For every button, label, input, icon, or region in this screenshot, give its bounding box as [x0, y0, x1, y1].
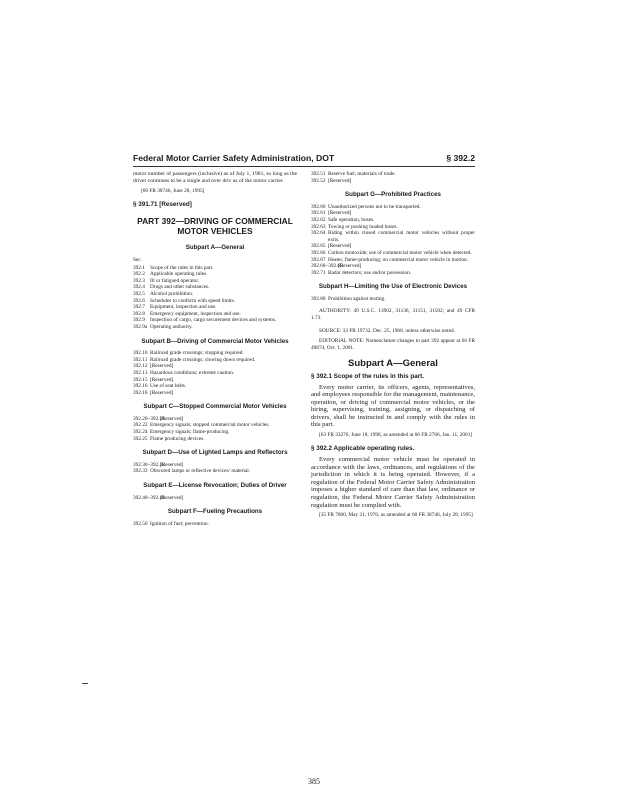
- subpart-f-toc: [133, 521, 297, 528]
- toc-entry: 392.9a Operating authority.: [133, 323, 193, 330]
- toc-entry: 392.50 Ignition of fuel; prevention.: [133, 520, 209, 527]
- header-section: § 392.2: [446, 153, 475, 163]
- section-392-1-text: Every motor carrier, its officers, agents, representatives, and employees responsible for the management, maintenance, operation, or driving of commercial motor vehicles, or the hiring, supervising, training, assigning, or dispatching of drivers, shall be instructed in and comply with the rules in this part.: [311, 383, 475, 429]
- toc-entry: 392.11 Railroad grade crossings; slowing down required.: [133, 356, 256, 363]
- header-rule: [133, 166, 475, 167]
- toc-entry: 392.7 Equipment, inspection and use.: [133, 304, 217, 311]
- source-note: SOURCE: 33 FR 19732, Dec. 25, 1968, unless otherwise noted.: [319, 327, 455, 334]
- toc-entry: 392.64 Riding within closed commercial motor vehicles without proper exits.: [311, 230, 475, 243]
- toc-entry: 392.67 Heater, flame-producing; on commercial motor vehicle in motion.: [311, 256, 468, 263]
- toc-entry: 392.4 Drugs and other substances.: [133, 284, 210, 291]
- subpart-d-toc: [133, 462, 297, 475]
- toc-entry: 392.65 [Reserved]: [311, 243, 352, 250]
- header-title: Federal Motor Carrier Safety Administration, DOT: [133, 153, 335, 163]
- toc-entry: 392.68–392.69 [Reserved]: [311, 263, 362, 270]
- toc-entry: 392.22 Emergency signals; stopped commercial motor vehicles.: [133, 422, 270, 429]
- continued-toc: [311, 171, 475, 184]
- toc-entry: 392.16 Use of seat belts.: [133, 383, 187, 390]
- subpart-a-general-heading: Subpart A—General: [348, 357, 438, 369]
- right-column: [311, 171, 475, 525]
- authority-note: AUTHORITY: 49 U.S.C. 13902, 31136, 31151, 31502; and 49 CFR 1.73.: [311, 307, 475, 321]
- section-392-2-title: § 392.2 Applicable operating rules.: [311, 445, 415, 453]
- toc-entry: 392.9 Inspection of cargo, cargo securement devices and systems.: [133, 317, 277, 324]
- carryover-source: [60 FR 38746, June 28, 1995]: [141, 188, 205, 194]
- toc-entry: 392.12 [Reserved]: [133, 363, 174, 370]
- section-392-2-source: [35 FR 7800, May 21, 1970, as amended at 60 FR 38746, July 28, 1995]: [319, 512, 473, 519]
- toc-entry: 392.63 Towing or pushing loaded buses.: [311, 223, 398, 230]
- subpart-g-toc: [311, 204, 475, 277]
- toc-entry: 392.33 Obscured lamps or reflective devices/ material.: [133, 468, 251, 475]
- subpart-h-heading: Subpart H—Limiting the Use of Electronic Devices: [318, 283, 468, 291]
- toc-entry: 392.20–392.21 [Reserved]: [133, 415, 184, 422]
- subpart-f-heading: Subpart F—Fueling Precautions: [167, 508, 263, 516]
- subpart-a-heading: Subpart A—General: [185, 244, 245, 251]
- toc-entry: 392.62 Safe operation, buses.: [311, 216, 375, 223]
- toc-entry: 392.13 Hazardous conditions; extreme caution.: [133, 369, 235, 376]
- toc-entry: 392.52 [Reserved]: [311, 177, 352, 184]
- toc-entry: 392.40–392.41 [Reserved]: [133, 494, 184, 501]
- subpart-a-toc: [133, 265, 297, 331]
- subpart-d-heading: Subpart D—Use of Lighted Lamps and Reflectors: [142, 449, 288, 457]
- carryover-text: motor number of passengers (inclusive) as of July 1, 1981, so long as the driver continues to be a single and over driv as of the motor carrier.: [133, 171, 297, 184]
- subpart-c-heading: Subpart C—Stopped Commercial Motor Vehicles: [143, 403, 287, 411]
- toc-entry: 392.66 Carbon monoxide; use of commercial motor vehicle when detected.: [311, 249, 472, 256]
- subpart-g-heading: Subpart G—Prohibited Practices: [345, 191, 441, 199]
- toc-entry: 392.10 Railroad grade crossings; stopping required.: [133, 350, 244, 357]
- toc-entry: 392.80 Prohibition against texting.: [311, 295, 386, 302]
- toc-entry: 392.24 Emergency signals; flame-producing.: [133, 429, 230, 436]
- subpart-e-toc: [133, 495, 297, 502]
- toc-entry: 392.30–392.32 [Reserved]: [133, 461, 184, 468]
- toc-entry: 392.2 Applicable operating rules.: [133, 271, 208, 278]
- toc-entry: 392.1 Scope of the rules in this part.: [133, 264, 214, 271]
- toc-entry: 392.71 Radar detectors; use and/or possession.: [311, 269, 412, 276]
- editorial-note: EDITORIAL NOTE: Nomenclature changes to part 392 appear at 66 FR 49874, Oct. 1, 2001.: [311, 337, 475, 351]
- running-header: [133, 153, 475, 165]
- toc-entry: 392.51 Reserve fuel; materials of trade.: [311, 171, 396, 177]
- toc-entry: 392.3 Ill or fatigued operator.: [133, 277, 200, 284]
- subpart-e-heading: Subpart E—License Revocation; Duties of Driver: [143, 482, 287, 490]
- toc-entry: 392.60 Unauthorized persons not to be transported.: [311, 203, 421, 210]
- toc-entry: 392.8 Emergency equipment, inspection and use.: [133, 310, 241, 317]
- left-column: [133, 171, 297, 527]
- part-title: PART 392—DRIVING OF COMMERCIAL MOTOR VEHICLES: [137, 216, 293, 236]
- subpart-c-toc: [133, 416, 297, 442]
- toc-entry: 392.6 Schedules to conform with speed limits.: [133, 297, 236, 304]
- toc-entry: 392.15 [Reserved]: [133, 376, 174, 383]
- section-392-2-text: Every commercial motor vehicle must be operated in accordance with the laws, ordinances, and regulations of the jurisdiction in which it is being operated. However, if a regulation of the Federal Motor Carrier Safety Administration imposes a higher standard of care than that law, ordinance or regulation, the Federal Motor Carrier Safety Administration regulation must be complied with.: [311, 456, 475, 509]
- subpart-b-toc: [133, 350, 297, 396]
- section-392-1-title: § 392.1 Scope of the rules in this part.: [311, 372, 425, 380]
- toc-entry: 392.25 Flame producing devices.: [133, 435, 205, 442]
- section-392-1-source: [63 FR 33276, June 18, 1998, as amended at 66 FR 2766, Jan. 11, 2001]: [319, 432, 473, 439]
- margin-mark: [82, 683, 88, 684]
- subpart-b-heading: Subpart B—Driving of Commercial Motor Vehicles: [141, 337, 289, 345]
- subpart-h-toc: [311, 296, 475, 303]
- page-number: 385: [308, 777, 320, 786]
- sec-label: Sec.: [133, 256, 142, 263]
- toc-entry: 392.5 Alcohol prohibition.: [133, 290, 194, 297]
- section-391-71-title: § 391.71 [Reserved]: [133, 201, 192, 208]
- toc-entry: 392.61 [Reserved]: [311, 210, 352, 217]
- toc-entry: 392.18 [Reserved]: [133, 389, 174, 396]
